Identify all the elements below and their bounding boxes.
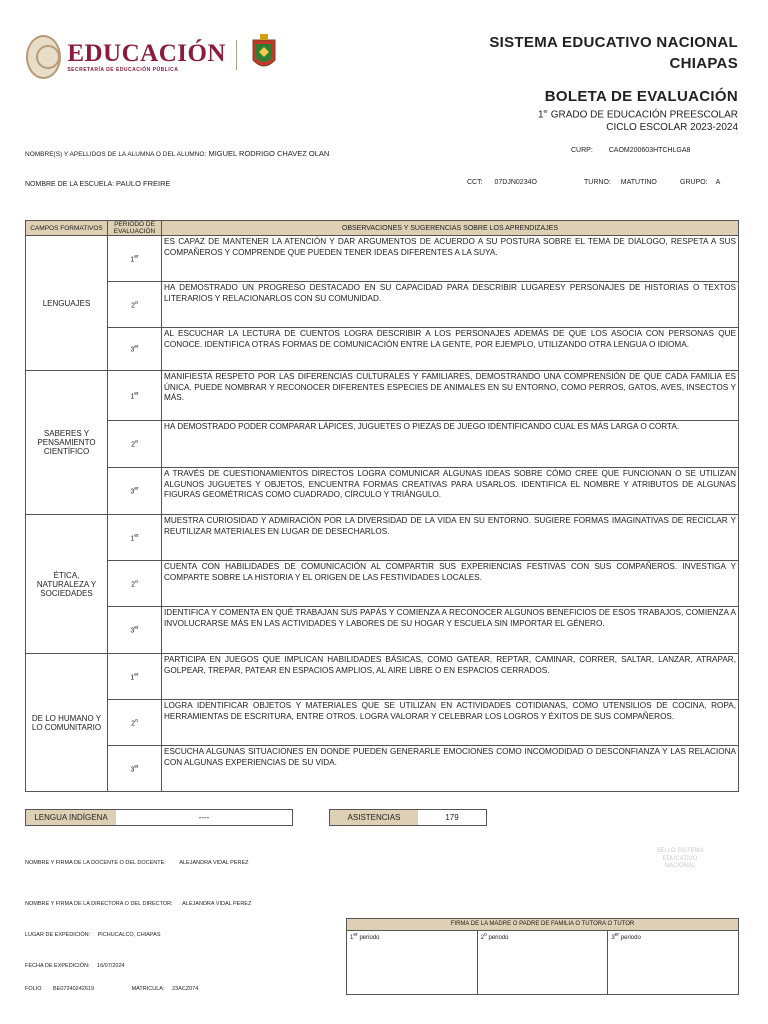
turno-label: TURNO: xyxy=(584,179,611,186)
lengua-indigena-box xyxy=(25,809,293,826)
period-label: 1er xyxy=(108,515,162,561)
table-row xyxy=(26,561,739,607)
table-row xyxy=(26,654,739,700)
chiapas-shield-icon xyxy=(251,34,277,72)
grupo-label: GRUPO: xyxy=(680,179,708,186)
logo-subtitle: SECRETARÍA DE EDUCACIÓN PÚBLICA xyxy=(67,67,179,73)
grupo-row xyxy=(680,179,720,186)
signature-period-2[interactable]: 2$^o$ periodo xyxy=(477,931,608,995)
state-title: CHIAPAS xyxy=(669,55,738,72)
asistencias-value: 179 xyxy=(445,813,459,822)
table-row xyxy=(26,371,739,421)
lengua-value: ---- xyxy=(198,813,210,822)
lugar-row xyxy=(25,932,161,938)
period-label: 3er xyxy=(108,468,162,515)
curp-row xyxy=(571,147,690,154)
period-label: 1er xyxy=(108,654,162,700)
logo-divider xyxy=(236,40,237,70)
asistencias-label: ASISTENCIAS xyxy=(330,810,418,825)
docente-label: NOMBRE Y FIRMA DE LA DOCENTE O DEL DOCENTE: xyxy=(25,860,166,866)
document-header xyxy=(418,32,738,134)
grupo-value: A xyxy=(715,179,721,186)
cct-label: CCT: xyxy=(467,179,483,186)
signature-period-3[interactable]: 3er periodo xyxy=(608,931,739,995)
folio-value: BE07240242619 xyxy=(53,986,95,992)
folio-label: FOLIO xyxy=(25,986,42,992)
cct-row xyxy=(467,179,537,186)
col-periodo-evaluacion: PERIODO DE EVALUACIÓN xyxy=(108,221,162,236)
lugar-label: LUGAR DE EXPEDICIÓN: xyxy=(25,932,91,938)
student-name-label: NOMBRE(S) Y APELLIDOS DE LA ALUMNA O DEL ALUMNO: xyxy=(25,151,207,158)
lengua-label: LENGUA INDÍGENA xyxy=(26,810,116,825)
parent-signature-table xyxy=(346,918,739,995)
campo-etica: ÉTICA, NATURALEZA Y SOCIEDADES xyxy=(26,515,108,654)
matricula-label: MATRICULA: xyxy=(131,986,165,992)
docente-name: ALEJANDRA VIDAL PEREZ xyxy=(179,860,249,866)
table-row xyxy=(26,282,739,328)
observation-text: ES CAPAZ DE MANTENER LA ATENCIÓN Y DAR ARGUMENTOS DE ACUERDO A SU POSTURA SOBRE EL TEMA DE DIALOGO, RESPETA A SUS COMPAÑEROS Y COMPRENDE QUE PUEDEN TENER IDEAS DIFERENTES A LA SUYA. xyxy=(162,236,739,282)
observation-text: ESCUCHA ALGUNAS SITUACIONES EN DONDE PUEDEN GENERARLE EMOCIONES COMO INCOMODIDAD O DESCONFIANZA Y LAS RELACIONA CON ALGUNAS EXPERIENCIAS DE SU VIDA. xyxy=(162,746,739,792)
folio-row xyxy=(25,986,198,992)
school-cycle: CICLO ESCOLAR 2023-2024 xyxy=(606,122,738,134)
turno-row xyxy=(584,179,657,186)
fecha-label: FECHA DE EXPEDICIÓN: xyxy=(25,963,90,969)
system-title: SISTEMA EDUCATIVO NACIONAL xyxy=(489,34,738,51)
observation-text: A TRAVÉS DE CUESTIONAMIENTOS DIRECTOS LOGRA COMUNICAR ALGUNAS IDEAS SOBRE CÓMO CREE QUE FUNCIONAN O SE UTILIZAN ALGUNOS JUGUETES Y OBJETOS, ENCUENTRA FORMAS CREATIVAS PARA USARLOS. IDENTIFICA EL NOMBRE Y ATRIBUTOS DE ALGUNAS FIGURAS GEOMÉTRICAS COMO CUADRADO, CÍRCULO Y TRIÁNGULO. xyxy=(162,468,739,515)
campo-saberes: SABERES Y PENSAMIENTO CIENTÍFICO xyxy=(26,371,108,515)
table-row xyxy=(26,700,739,746)
observation-text: CUENTA CON HABILIDADES DE COMUNICACIÓN AL COMPARTIR SUS EXPERIENCIAS FESTIVAS CON SUS COMPAÑEROS. INVESTIGA Y COMPARTE SOBRE LA HISTORIA Y EL ORIGEN DE LAS FESTIVIDADES LOCALES. xyxy=(162,561,739,607)
col-campos-formativos: CAMPOS FORMATIVOS xyxy=(26,221,108,236)
curp-value: CAOM200603HTCHLGA8 xyxy=(608,147,691,154)
matricula-value: 23ACZ074 xyxy=(172,986,199,992)
cct-value: 07DJN0234O xyxy=(494,179,537,186)
fecha-row xyxy=(25,963,125,969)
period-label: 3er xyxy=(108,746,162,792)
evaluation-table xyxy=(25,220,739,792)
school-name: PAULO FREIRE xyxy=(116,179,171,188)
asistencias-box xyxy=(329,809,487,826)
period-label: 3er xyxy=(108,328,162,371)
col-observaciones: OBSERVACIONES Y SUGERENCIAS SOBRE LOS APRENDIZAJES xyxy=(162,221,739,236)
fecha-value: 16/07/2024 xyxy=(97,963,125,969)
observation-text: LOGRA IDENTIFICAR OBJETOS Y MATERIALES QUE SE UTILIZAN EN ACTIVIDADES COTIDIANAS, COMO UTENSILIOS DE COCINA, ROPA, HERRAMIENTAS DE ESCRITURA, ENTRE OTROS. LOGRA VALORAR Y CELEBRAR LOS LOGROS Y ÉXITOS DE SUS COMPAÑEROS. xyxy=(162,700,739,746)
observation-text: HA DEMOSTRADO UN PROGRESO DESTACADO EN SU CAPACIDAD PARA DESCRIBIR LUGARESY PERSONAJES DE HISTORIAS O TEXTOS LITERARIOS Y RELACIONARLOS CON SU COMUNIDAD. xyxy=(162,282,739,328)
observation-text: MANIFIESTA RESPETO POR LAS DIFERENCIAS CULTURALES Y FAMILIARES, DEMOSTRANDO UNA COMPRENSIÓN DE QUE CADA FAMILIA ES ÚNICA. PUEDE NOMBRAR Y RECONOCER DIFERENTES ESPECIES DE ANIMALES EN SU ENTORNO, COMO PERROS, GATOS, AVES, INSECTOS Y MÁS. xyxy=(162,371,739,421)
signature-period-1[interactable]: 1er periodo xyxy=(347,931,478,995)
director-name: ALEJANDRA VIDAL PEREZ xyxy=(182,901,252,907)
parent-signature-header: FIRMA DE LA MADRE O PADRE DE FAMILIA O TUTORA O TUTOR xyxy=(347,919,739,931)
campo-lenguajes: LENGUAJES xyxy=(26,236,108,371)
period-label: 3er xyxy=(108,607,162,654)
table-row xyxy=(26,746,739,792)
observation-text: MUESTRA CURIOSIDAD Y ADMIRACIÓN POR LA DIVERSIDAD DE LA VIDA EN SU ENTORNO. SUGIERE FORMAS IMAGINATIVAS DE RECICLAR Y REUTILIZAR MATERIALES EN LUGAR DE DESECHARLOS. xyxy=(162,515,739,561)
observation-text: HA DEMOSTRADO PODER COMPARAR LÁPICES, JUGUETES O PIEZAS DE JUEGO IDENTIFICANDO CUAL ES MÁS LARGA O CORTA. xyxy=(162,421,739,468)
turno-value: MATUTINO xyxy=(620,179,657,186)
table-row xyxy=(26,421,739,468)
report-title: BOLETA DE EVALUACIÓN xyxy=(544,88,738,105)
school-label: NOMBRE DE LA ESCUELA: xyxy=(25,181,115,188)
table-row xyxy=(26,607,739,654)
period-label: 2$^o$ xyxy=(108,700,162,746)
sep-logo xyxy=(26,34,226,80)
national-seal-icon xyxy=(26,35,61,79)
period-label: 1er xyxy=(108,236,162,282)
period-label: 2$^o$ xyxy=(108,282,162,328)
table-header-row xyxy=(26,221,739,236)
curp-label: CURP: xyxy=(571,147,593,154)
docente-row xyxy=(25,860,249,866)
grade-line: 1er GRADO DE EDUCACIÓN PREESCOLAR xyxy=(537,109,738,121)
student-name-row xyxy=(25,149,329,158)
campo-humano: DE LO HUMANO Y LO COMUNITARIO xyxy=(26,654,108,792)
table-row xyxy=(26,236,739,282)
table-row xyxy=(26,328,739,371)
school-row xyxy=(25,179,171,188)
observation-text: AL ESCUCHAR LA LECTURA DE CUENTOS LOGRA DESCRIBIR A LOS PERSONAJES ADEMÁS DE QUE LOS ASOCIA CON PERSONAS QUE CONOCE. IDENTIFICA OTRAS FORMAS DE COMUNICACIÓN ENTRE LA GENTE, POR EJEMPLO, UTILIZANDO OTRA LENGUA O IDIOMA. xyxy=(162,328,739,371)
lugar-value: PICHUCALCO, CHIAPAS xyxy=(97,932,161,938)
director-row xyxy=(25,901,251,907)
director-label: NOMBRE Y FIRMA DE LA DIRECTORA O DEL DIRECTOR: xyxy=(25,901,173,907)
period-label: 2$^o$ xyxy=(108,421,162,468)
logo-title: EDUCACIÓN xyxy=(67,40,226,67)
observation-text: PARTICIPA EN JUEGOS QUE IMPLICAN HABILIDADES BÁSICAS, COMO GATEAR, REPTAR, CAMINAR, CORRER, SALTAR, LANZAR, ATRAPAR, GOLPEAR, TREPAR, PATEAR EN ESPACIOS AMPLIOS, AL AIRE LIBRE O EN ESPACIOS CERRADOS. xyxy=(162,654,739,700)
period-label: 1er xyxy=(108,371,162,421)
table-row xyxy=(26,468,739,515)
observation-text: IDENTIFICA Y COMENTA EN QUÉ TRABAJAN SUS PAPÁS Y COMIENZA A RECONOCER ALGUNOS BENEFICIOS DE ESOS TRABAJOS, COMIENZA A INVOLUCRARSE MÁS EN LAS ACTIVIDADES Y LABORES DE SU HOGAR Y ESCUELA SIN IMPORTAR EL GÉNERO. xyxy=(162,607,739,654)
student-name: MIGUEL RODRIGO CHAVEZ OLAN xyxy=(208,149,330,158)
period-label: 2$^o$ xyxy=(108,561,162,607)
sello-watermark: SELLO SISTEMA EDUCATIVO NACIONAL xyxy=(656,848,704,869)
table-row xyxy=(26,515,739,561)
